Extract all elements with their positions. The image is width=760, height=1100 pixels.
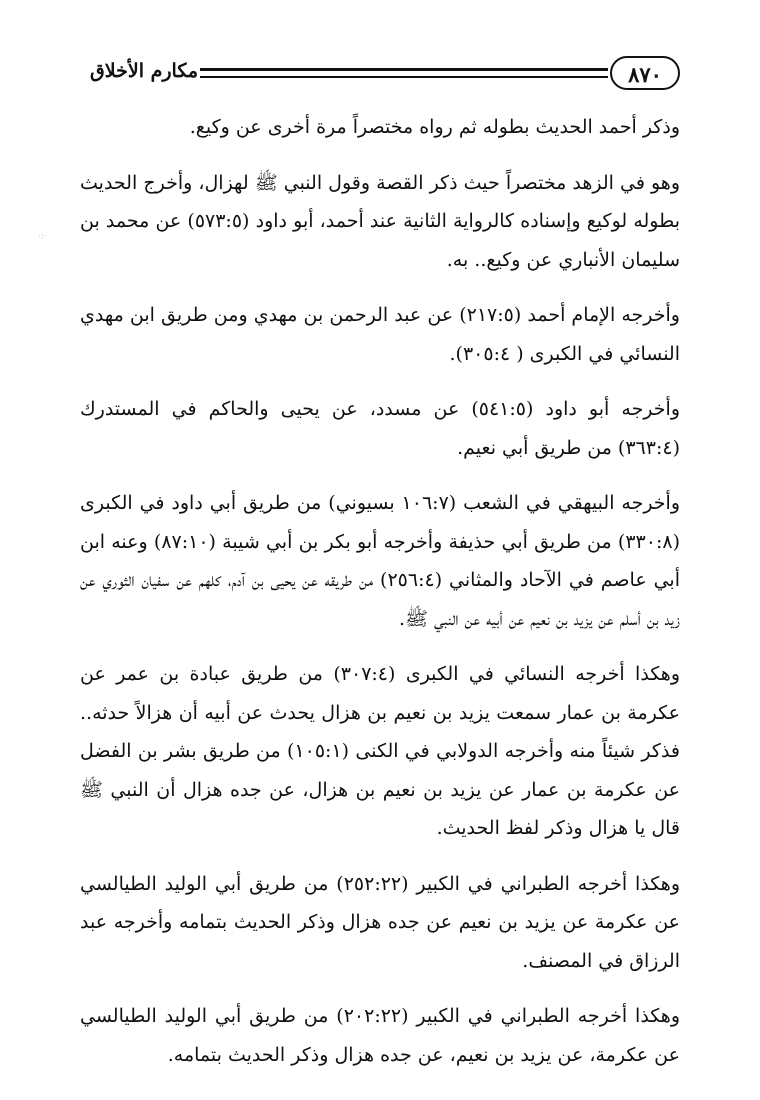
paragraph: وهكذا أخرجه الطبراني في الكبير (٢٥٢:٢٢) من طريق أبي الوليد الطيالسي عن عكرمة عن يزيد بن نعيم عن جده هزال وذكر الحديث بتمامه وأخرجه عبد الرزاق في المصنف. (80, 872, 680, 972)
header-rule-bottom (200, 76, 608, 78)
paragraph: وهو في الزهد مختصراً حيث ذكر القصة وقول النبي ﷺ لهزال، وأخرج الحديث بطوله لوكيع وإسناده كالرواية الثانية عند أحمد، أبو داود (٥٧٣:٥) عن محمد بن سليمان الأنباري عن وكيع.. به. (80, 171, 680, 271)
page-body (80, 108, 680, 1091)
paragraph: وهكذا أخرجه الطبراني في الكبير (٢٠٢:٢٢) من طريق أبي الوليد الطيالسي عن عكرمة، عن يزيد بن نعيم، عن جده هزال وذكر الحديث بتمامه. (80, 1005, 680, 1066)
scan-speck: ·:· (38, 232, 47, 242)
page-header (80, 56, 680, 96)
header-rule-top (200, 68, 608, 71)
paragraph: وأخرجه أبو داود (٥٤١:٥) عن مسدد، عن يحيى والحاكم في المستدرك (٣٦٣:٤) من طريق أبي نعيم. (80, 398, 680, 459)
paragraph: وأخرجه الإمام أحمد (٢١٧:٥) عن عبد الرحمن بن مهدي ومن طريق ابن مهدي النسائي في الكبرى ( ٣٠٥:٤). (80, 304, 680, 365)
book-title: مكارم الأخلاق (90, 60, 198, 82)
page-number: ٨٧٠ (610, 56, 680, 90)
paragraph: وأخرجه البيهقي في الشعب (١٠٦:٧ بسيوني) من طريق أبي داود في الكبرى (٣٣٠:٨) من طريق أبي حذيفة وأخرجه أبو بكر بن أبي شيبة (٨٧:١٠) وعنه ابن أبي عاصم في الآحاد والمثاني (٢٥٦:٤) من طريقه عن يحيى بن آدم، كلهم عن سفيان الثوري عن زيد بن أسلم عن يزيد بن نعيم عن أبيه عن النبي ﷺ. (80, 492, 681, 630)
paragraph: وذكر أحمد الحديث بطوله ثم رواه مختصراً مرة أخرى عن وكيع. (189, 116, 680, 138)
paragraph: وهكذا أخرجه النسائي في الكبرى (٣٠٧:٤) من طريق عبادة بن عمر عن عكرمة بن عمار سمعت يزيد بن نعيم بن هزال يحدث عن أبيه أن هزالاً حدثه.. فذكر شيئاً منه وأخرجه الدولابي في الكنى (١٠٥:١) من طريق بشر بن الفضل عن عكرمة بن عمار عن يزيد بن نعيم بن هزال، عن جده هزال أن النبي ﷺ قال يا هزال وذكر لفظ الحديث. (80, 663, 681, 839)
